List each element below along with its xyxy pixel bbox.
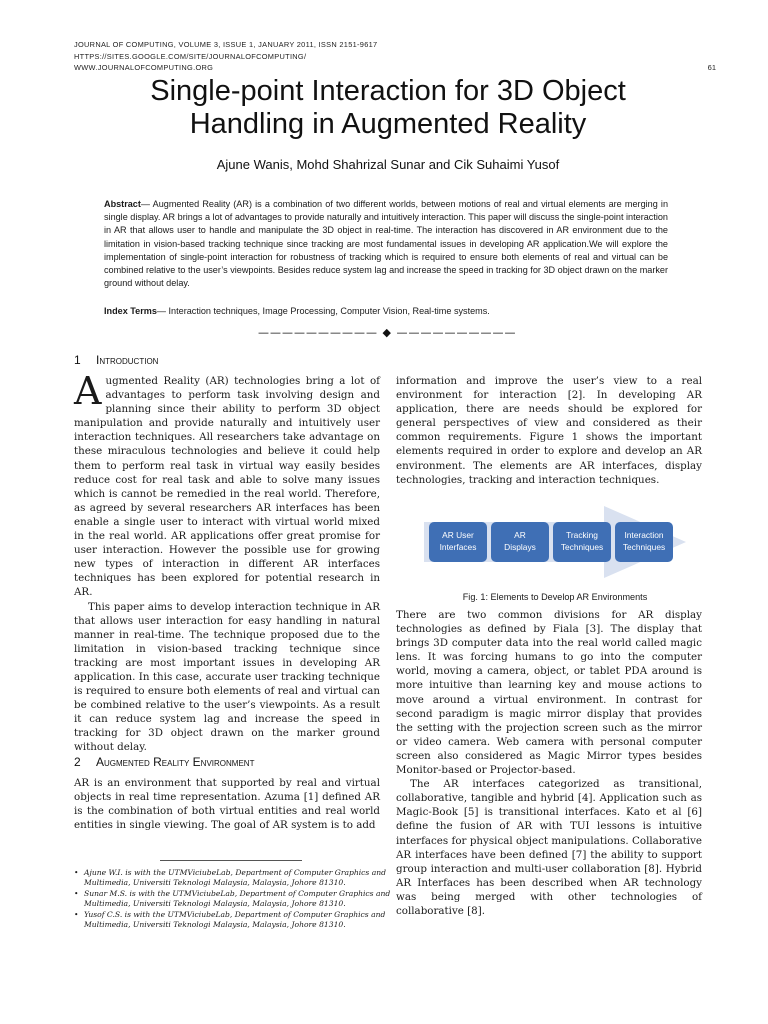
box-label-line-2: Techniques [622,542,666,552]
right-para-2: There are two common divisions for AR display technologies as defined by Fiala [3]. The display that brings 3D computer data into the real world called magic lens. It was forcing humans to go into the computer world, moving a camera, object, or tablet PDA around is more intuitive than learning key and mouse actions to move around a virtual environment. In contrast for second paradigm is magic mirror display that provides the setting with the projection screen such as the mirror or video camera. Web camera with personal computer screen also considered as Magic Mirror types besides Monitor-based or Projector-based. [396,609,702,777]
section-divider: —————————— ◆ —————————— [258,326,517,339]
section-1-para-2: This paper aims to develop interaction technique in AR that allows user interaction for easy handling in natural manner in real-time. The technique proposed due to the limitation in vision-based tracking technique since tracking are most important issues in developing AR application. In this case, accurate user tracking technique is required to ensure both elements of real and virtual can be combined relative to the user’s viewpoints. As a result it can reduce system lag and increase the speed in tracking for 3D object drawn on the marker ground without delay. [74,600,380,754]
page-number: 61 [707,63,716,72]
title-line-1: Single-point Interaction for 3D Object [150,75,626,107]
section-1-number: 1 [74,353,81,367]
figure-1-diagram [424,506,686,578]
drop-cap: A [74,369,102,413]
right-para-3: The AR interfaces categorized as transitional, collaborative, tangible and hybrid [4]. Application such as Magic-Book [5] is transitional interfaces. Kato et al [6] define the fusion of AR with TUI lessons is intuitive interfaces for physical object manipulations. Collaborative AR interfaces have been defined [7] the ability to support group interaction and multi-user collaboration [8]. Hybrid AR Interfaces has been described when AR technology was being merged with other technologies of collaborative [8]. [396,778,702,917]
journal-header: JOURNAL OF COMPUTING, VOLUME 3, ISSUE 1, JANUARY 2011, ISSN 2151-9617 [74,40,378,49]
footnotes [74,868,392,930]
section-2-body [74,776,380,832]
index-terms-label: Index Terms [104,306,157,316]
box-label-line-1: AR User [442,530,474,540]
section-2-heading [74,755,254,769]
section-1-title: Introduction [96,353,159,367]
footnote-item: • Yusof C.S. is with the UTMViciubeLab, Department of Computer Graphics and Multimedia, Universiti Teknologi Malaysia, Malaysia, Johore 81310. [74,910,392,931]
box-label-line-1: Interaction [624,530,664,540]
section-1-heading [74,353,158,367]
abstract [104,198,668,290]
section-2-title: Augmented Reality Environment [96,755,255,769]
section-2-para-1: AR is an environment that supported by real and virtual objects in real time representation. Azuma [1] defined AR is the combination of both virtual entities and real world entities in single viewing. The goal of AR system is to add [74,777,380,832]
journal-url-1: HTTPS://SITES.GOOGLE.COM/SITE/JOURNALOFCOMPUTING/ [74,52,307,61]
box-label-line-2: Displays [504,542,536,552]
element-box-ar-displays [491,522,549,562]
footnote-rule [160,860,302,861]
section-1-para-1-text: ugmented Reality (AR) technologies bring a lot of advantages to perform task involving design and planning since their ability to perform 3D object manipulation and provide naturally and intuitively user interaction techniques. All researchers take advantage on these miraculous technologies and believe it could help them to perform real task in virtual way easily besides reduce cost for real task and able to solve many issues which is cannot be remedied in the real world. Therefore, as agreed by several researchers AR interfaces has been enable a single user to interact with virtual world mixed in the real world. AR applications offer great promise for user interaction. However the possible use for growing new types of interaction in different AR interfaces techniques has been explored for potential research in AR. [74,375,380,599]
right-column-top [396,374,702,487]
figure-1-caption: Fig. 1: Elements to Develop AR Environments [462,592,648,602]
box-label-line-1: AR [514,530,526,540]
footnote-item: • Sunar M.S. is with the UTMViciubeLab, Department of Computer Graphics and Multimedia, Universiti Teknologi Malaysia, Malaysia, Johore 81310. [74,889,392,910]
journal-url-2: WWW.JOURNALOFCOMPUTING.ORG [74,63,214,72]
section-1-body [74,369,380,755]
paper-title [60,75,716,141]
right-para-1: information and improve the user’s view to a real environment for interaction [2]. In developing AR application, there are needs should be explored for general perspectives of view and considered as their common requirements. Figure 1 shows the important elements required in order to explore and develop an AR environment. The elements are AR interfaces, display technologies, tracking and interaction techniques. [396,375,702,486]
element-box-tracking-techniques [553,522,611,562]
box-label-line-2: Techniques [560,542,604,552]
element-box-interaction-techniques [615,522,673,562]
element-box-ar-user-interfaces [429,522,487,562]
footnote-item: • Ajune W.I. is with the UTMViciubeLab, Department of Computer Graphics and Multimedia, Universiti Teknologi Malaysia, Malaysia, Johore 81310. [74,868,392,889]
title-line-2: Handling in Augmented Reality [189,108,587,140]
section-1-para-1 [74,369,380,600]
abstract-text: — Augmented Reality (AR) is a combination of two different worlds, between motions of real and virtual elements are merging in single display. AR brings a lot of advantages to provide naturally and intuitively interaction. This paper will discuss the single-point interaction in AR that allows user to handle and manipulate the 3D object in real-time. The interaction has discovered in AR environment due to the limitation in vision-based tracking technique since tracking are most fundamental issues in developing AR application.We will explore the implementation of single-point interaction for robustness of tracking which is required to ensure both elements of real and virtual can be combined relative to the user’s viewpoints. Besides reduce system lag and increase the speed in tracking for 3D object drawn on the marker ground without delay. [104,199,668,289]
box-label-line-2: Interfaces [439,542,477,552]
index-terms [104,306,668,316]
authors: Ajune Wanis, Mohd Shahrizal Sunar and Cik Suhaimi Yusof [216,157,560,172]
abstract-label: Abstract [104,199,141,209]
right-column-bottom [396,608,702,918]
section-2-number: 2 [74,755,81,769]
box-label-line-1: Tracking [566,530,598,540]
index-terms-text: — Interaction techniques, Image Processing, Computer Vision, Real-time systems. [156,306,490,316]
